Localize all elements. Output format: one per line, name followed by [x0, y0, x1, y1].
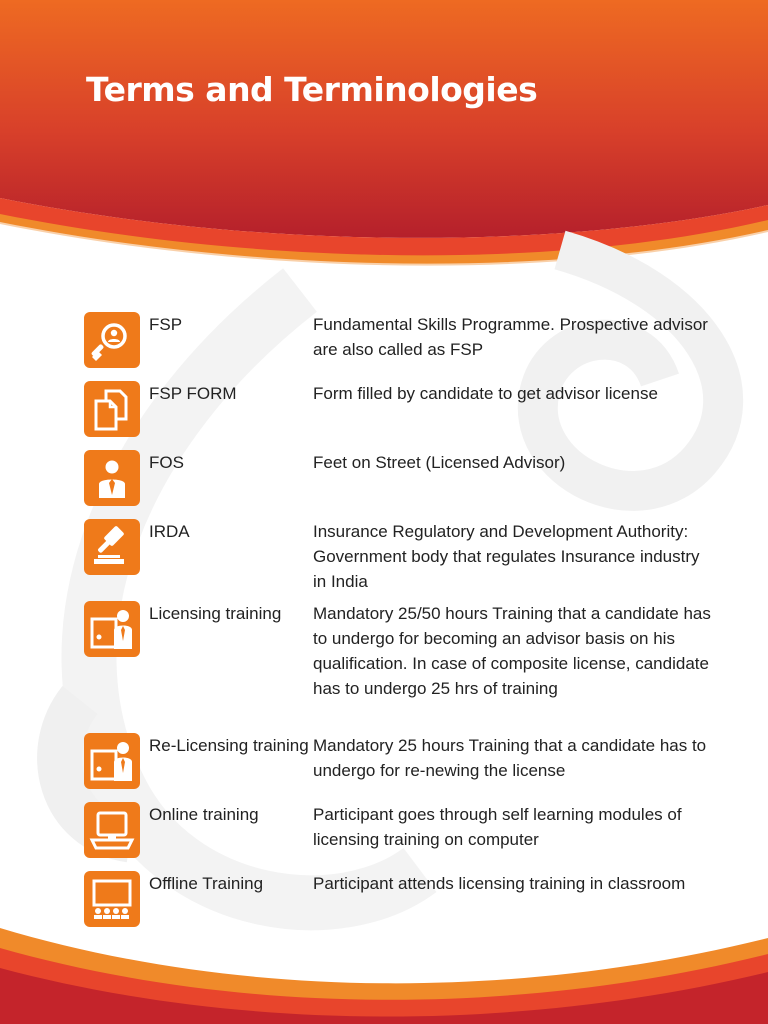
footer-banner: [0, 920, 768, 1024]
term-label: FOS: [149, 453, 184, 472]
term-definition: Participant attends licensing training in classroom: [313, 874, 686, 893]
term-definition: Mandatory 25 hours Training that a candidate has to undergo for re-newing the license: [313, 736, 707, 780]
page-title: Terms and Terminologies: [86, 70, 538, 109]
term-label: FSP: [149, 315, 183, 334]
term-label: FSP FORM: [149, 384, 237, 403]
term-label: Licensing training: [149, 604, 282, 623]
term-definition: Form filled by candidate to get advisor license: [313, 384, 658, 403]
trainer-board-icon: [84, 733, 140, 789]
term-label: IRDA: [149, 522, 190, 541]
classroom-icon: [84, 871, 140, 927]
gavel-icon: [84, 519, 140, 575]
term-label: Online training: [149, 805, 259, 824]
term-label: Re-Licensing training: [149, 736, 309, 755]
trainer-board-icon: [84, 601, 140, 657]
computer-icon: [84, 802, 140, 858]
term-definition: Fundamental Skills Programme. Prospective advisor are also called as FSP: [313, 315, 708, 359]
term-definition: Mandatory 25/50 hours Training that a candidate has to undergo for becoming an advisor basis on his qualification. In case of composite license, candidate has to undergo 25 hrs of training: [313, 604, 711, 698]
term-definition: Insurance Regulatory and Development Authority: Government body that regulates Insurance industry in India: [313, 522, 700, 591]
documents-icon: [84, 381, 140, 437]
term-label: Offline Training: [149, 874, 264, 893]
person-tie-icon: [84, 450, 140, 506]
magnifier-person-icon: [84, 312, 140, 368]
term-definition: Participant goes through self learning modules of licensing training on computer: [313, 805, 682, 849]
term-definition: Feet on Street (Licensed Advisor): [313, 453, 566, 472]
